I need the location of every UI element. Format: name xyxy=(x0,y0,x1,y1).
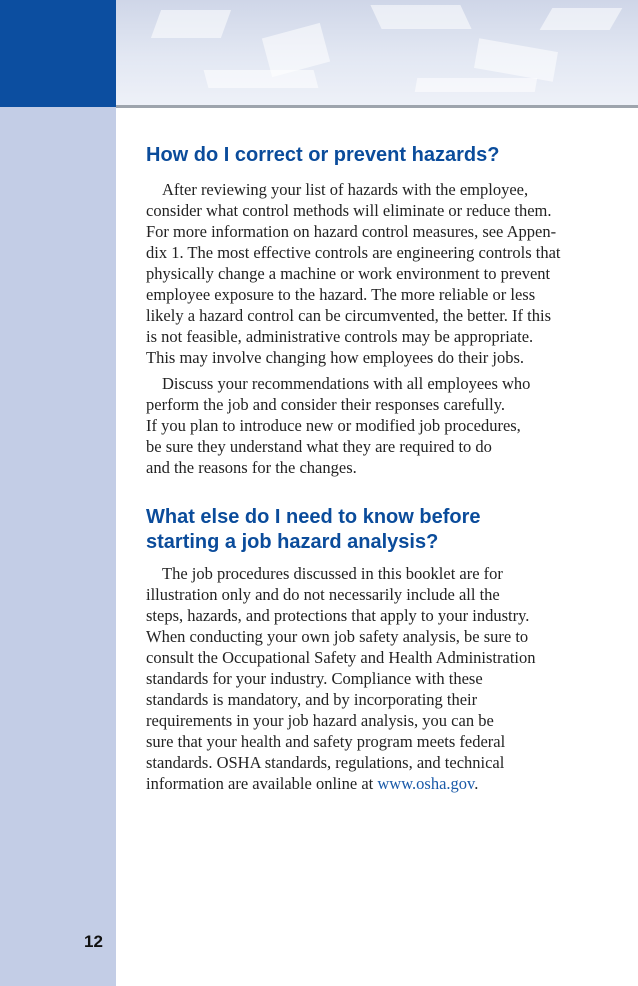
banner-shape xyxy=(370,5,471,29)
text-fragment: . xyxy=(474,774,479,793)
heading-line: starting a job hazard analysis? xyxy=(146,531,439,553)
text-line: steps, hazards, and protections that apply to your industry. xyxy=(146,606,530,625)
text-line: For more information on hazard control measures, see Appen- xyxy=(146,222,557,241)
text-line: standards for your industry. Compliance with these xyxy=(146,669,483,688)
header-banner-image xyxy=(116,0,638,106)
left-margin-bar xyxy=(0,0,116,986)
text-line: This may involve changing how employees do their jobs. xyxy=(146,348,525,367)
banner-shape xyxy=(204,70,319,88)
paragraph-procedures xyxy=(146,563,586,794)
text-line: physically change a machine or work environment to prevent xyxy=(146,264,551,283)
page-content xyxy=(146,143,586,794)
heading-line: What else do I need to know before xyxy=(146,506,481,528)
text-line: perform the job and consider their responses carefully. xyxy=(146,395,506,414)
text-line: Discuss your recommendations with all employees who xyxy=(162,374,531,393)
text-line: sure that your health and safety program meets federal xyxy=(146,732,506,751)
text-line: employee exposure to the hazard. The more reliable or less xyxy=(146,285,536,304)
text-line: If you plan to introduce new or modified job procedures, xyxy=(146,416,521,435)
osha-website-link[interactable]: www.osha.gov xyxy=(377,774,475,793)
page-number: 12 xyxy=(84,932,103,951)
text-line xyxy=(146,773,586,794)
section-heading-correct-hazards xyxy=(146,143,586,168)
banner-shape xyxy=(474,38,558,81)
banner-shape xyxy=(540,8,623,30)
banner-shape xyxy=(415,78,537,92)
text-line: requirements in your job hazard analysis, you can be xyxy=(146,711,494,730)
text-line: and the reasons for the changes. xyxy=(146,458,357,477)
text-line: dix 1. The most effective controls are engineering controls that xyxy=(146,243,561,262)
section-heading-before-analysis xyxy=(146,505,586,555)
text-line: standards is mandatory, and by incorporating their xyxy=(146,690,478,709)
text-line: be sure they understand what they are required to do xyxy=(146,437,492,456)
text-line: consider what control methods will eliminate or reduce them. xyxy=(146,201,552,220)
text-fragment: information are available online at xyxy=(146,774,378,793)
paragraph-recommendations xyxy=(146,373,586,478)
text-line: After reviewing your list of hazards with the employee, xyxy=(162,180,529,199)
text-line: illustration only and do not necessarily include all the xyxy=(146,585,500,604)
corner-color-block xyxy=(0,0,116,107)
banner-shape xyxy=(151,10,231,38)
text-line: likely a hazard control can be circumvented, the better. If this xyxy=(146,306,551,325)
text-line: When conducting your own job safety analysis, be sure to xyxy=(146,627,529,646)
text-line: is not feasible, administrative controls may be appropriate. xyxy=(146,327,534,346)
text-line: The job procedures discussed in this booklet are for xyxy=(162,564,503,583)
heading-line: How do I correct or prevent hazards? xyxy=(146,144,500,166)
text-line: standards. OSHA standards, regulations, and technical xyxy=(146,753,505,772)
text-line: consult the Occupational Safety and Health Administration xyxy=(146,648,536,667)
paragraph-controls xyxy=(146,179,586,368)
header-divider xyxy=(116,105,638,108)
banner-shape xyxy=(262,23,330,77)
